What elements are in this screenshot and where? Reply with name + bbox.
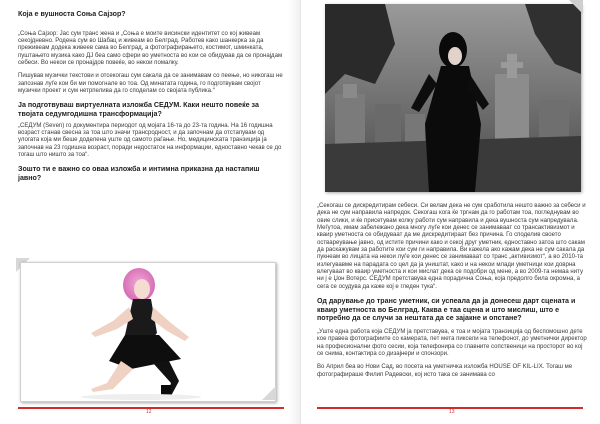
answer-1: „СЕДУМ (Seven) го документира периодот од мојата 16-та до 23-та година. На 16 годишна возраст станав свесна за тоа што значи трансродност, и да започнам да отстапувам од улогата која ми беше доделена уште од самото раѓање. Но, медицинската транзиција ја започнав на 23 годишна возраст, поради недостаток на информации, едноставно чекав се до тогаш што ништо за тоа“. — [18, 122, 282, 158]
left-paragraph-1: „Соња Сајзор: Јас сум транс жена и „Соња е моите висински идентитет со кој живеам секојдневно. Родена сум во Шабац и живеам во Белград. Работев како шанкерка за да преживеам додека живеев сама во Белград, а фотографирањето, костимот, шминката, пуштањето музика како ДЈ беа само сфери во уметноста во кои се обидував да се пронајдам себеси. Во некои се пронајдов повеќе, во некои помалку. — [18, 30, 283, 66]
photo-corner-fold — [262, 386, 276, 400]
answer-3: „Уште една работа која СЕДУМ ја претставува, е тоа и мојата транзиција од беспомошно дете кое правеа фотографиите со камерата, пет мета пиксели на телефонот, до уметнички директор на професионални фото сесии, која телефонира со главните сопственици на просторот во кој се снима, контактира со дизајнери и спонзори. — [317, 328, 587, 357]
right-page-number: 13 — [449, 409, 455, 415]
left-page-number: 12 — [146, 409, 152, 415]
portrait-photo — [20, 262, 276, 402]
right-page-footer — [317, 407, 583, 417]
cemetery-photo — [325, 4, 581, 192]
question-1: Ја подготвуваш виртуелната изложба СЕДУМ. Каки нешто повеќе за твојата седумгодишна трансформација? — [18, 101, 259, 118]
left-section-title: Која е вушноста Соња Сајзор? — [18, 10, 126, 18]
question-3: Од дарување до транс уметник, си успеала да ја донесеш дарт сцената и кваир уметноста во Белград. Каква е таа сцена и што мислиш, што е потребно да се случи за нештата да се зајакне и опстане? — [317, 297, 576, 323]
gutter-shadow — [288, 0, 300, 424]
question-2: Зошто ти е важно со оваа изложба и интимна приказна да настапиш јавно? — [18, 165, 260, 182]
left-text-column — [18, 10, 284, 182]
left-page-footer — [18, 407, 284, 417]
right-paragraph-1: „Секогаш се дискредитирам себеси. Си велам дека не сум сработила нешто важно за себеси и дека не сум направила напредок. Секогаш кога ќе тргнам да го работам тоа, погледнувам во овие слики, и ќе присетувам колку работи сум направила и дека вушноста сум напредувала. Меѓутоа, имам забележано дека многу луѓе кои денес се занимаваат со трансактивизмот и кваир уметноста се обидуваат да ме дискредитираат без причина. Го споделив своето оствареување јавно, од истите причини како и секој друг уметник, едноставно затоа што сакам да раскажувам за работите кои сум ги направила. Ви кажела ако кажам дека не сум сакала да пукнеам во лицата на некои луѓе кои денес се занимаваат со транс „активизмот“, а во 2010-та излегувавме на парадата со цел да ја уништат, како и на некои млади уметници кои доврна влегуваат во кваир уметноста и кои мислат дека се подобри од мене, а во 2009-та немаа ниту ни ј е Џон Вотерс. СЕДУМ претставува една порадична Соња, која предолго била окромна, а сега се осудува да каже кој е гледен тука“. — [317, 203, 586, 290]
portrait-photo-image — [21, 263, 275, 401]
photo-corner-fold — [569, 0, 583, 14]
answer-3-continued: Во Април беа во Нови Сад, во посета на уметничка изложба HOUSE OF KIL-LIX. Тогаш ме фотографираше Филип Радевски, кој исто така се занимава со — [317, 364, 573, 378]
right-page — [300, 0, 600, 424]
cemetery-photo-image — [325, 4, 581, 192]
left-paragraph-2: Пишував музички текстови и отсекогаш сум сакала да се занимавам со пеење, но никогаш не запознав луѓе кои би ми помогнале во тоа. Од минатата година, го подготвувам својот музички проект и сум нетрпелива да го споделам со својата публика.“ — [18, 73, 283, 94]
right-text-column — [317, 203, 587, 379]
